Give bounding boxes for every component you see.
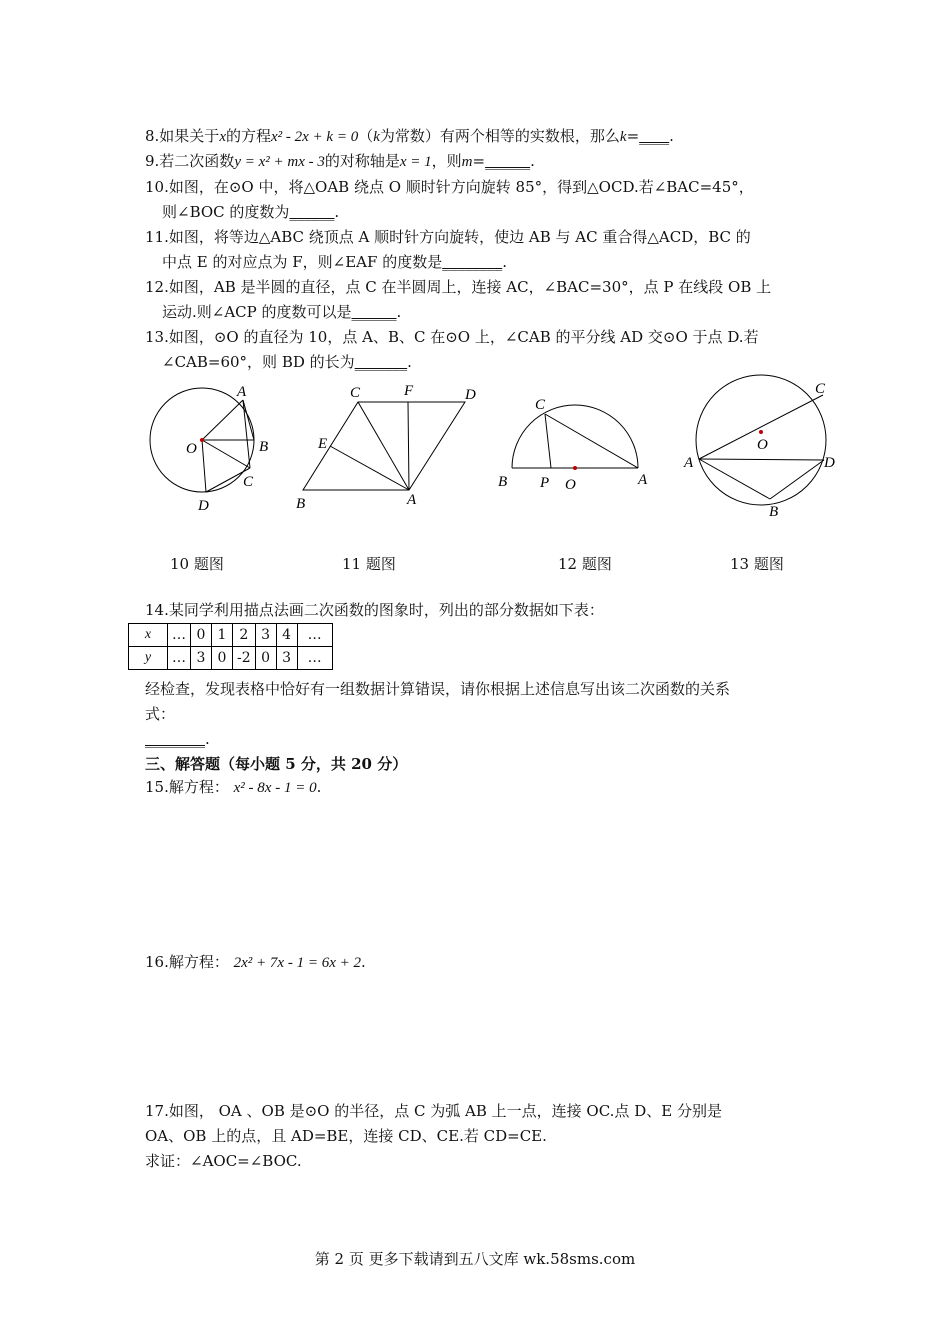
figure-13-caption: 13 题图 xyxy=(730,555,784,573)
answer-blank[interactable]: ____ xyxy=(639,127,670,145)
label-b: B xyxy=(769,504,779,520)
answer-blank[interactable]: ______ xyxy=(485,152,531,170)
equation: 2x² + 7x - 1 = 6x + 2 xyxy=(233,955,361,971)
answer-blank[interactable]: ________ xyxy=(442,253,503,271)
label-b: B xyxy=(296,496,306,512)
question-14-after1: 经检查，发现表格中恰好有一组数据计算错误，请你根据上述信息写出该二次函数的关系 xyxy=(145,680,731,698)
data-table xyxy=(128,623,333,670)
question-14-intro: 14.某同学利用描点法画二次函数的图象时，列出的部分数据如下表： xyxy=(145,601,604,619)
question-9: 9.若二次函数y = x² + mx - 3的对称轴是x = 1，则m=______. xyxy=(145,152,535,170)
label-c: C xyxy=(243,474,254,490)
question-11-line2: 中点 E 的对应点为 F，则∠EAF 的度数是________. xyxy=(162,253,507,271)
figure-12 xyxy=(495,390,665,500)
label-a: A xyxy=(407,492,417,508)
section-heading: 三、解答题（每小题 5 分，共 20 分） xyxy=(145,755,408,773)
question-10-line2: 则∠BOC 的度数为______. xyxy=(162,203,340,221)
table-row: x … 0 1 2 3 4 … xyxy=(129,624,333,647)
label-d: D xyxy=(198,498,209,514)
label-c: C xyxy=(815,381,826,397)
figure-11-caption: 11 题图 xyxy=(342,555,396,573)
answer-blank[interactable]: ________ xyxy=(145,730,205,748)
question-17-line3: 求证：∠AOC=∠BOC. xyxy=(145,1152,302,1170)
label-o: O xyxy=(565,477,576,493)
label-d: D xyxy=(824,455,835,471)
answer-blank[interactable]: ______ xyxy=(351,303,397,321)
answer-blank[interactable]: _______ xyxy=(354,353,408,371)
question-12-line2: 运动.则∠ACP 的度数可以是______. xyxy=(162,303,402,321)
question-17-line1: 17.如图， OA 、OB 是⊙O 的半径，点 C 为弧 AB 上一点，连接 OC.点 D、E 分别是 xyxy=(145,1102,722,1120)
figure-11 xyxy=(290,380,490,515)
label-c: C xyxy=(535,397,546,413)
figure-12-caption: 12 题图 xyxy=(558,555,612,573)
page-footer: 第 2 页 更多下载请到五八文库 wk.58sms.com xyxy=(314,1250,636,1268)
label-d: D xyxy=(465,387,476,403)
label-p: P xyxy=(540,475,550,491)
question-13-line2: ∠CAB=60°，则 BD 的长为_______. xyxy=(162,353,412,371)
question-10-line1: 10.如图，在⊙O 中，将△OAB 绕点 O 顺时针方向旋转 85°，得到△OCD.若∠BAC=45°， xyxy=(145,178,754,196)
figure-10 xyxy=(140,380,290,520)
figure-10-caption: 10 题图 xyxy=(170,555,224,573)
label-a: A xyxy=(684,455,694,471)
question-13-line1: 13.如图，⊙O 的直径为 10，点 A、B、C 在⊙O 上，∠CAB 的平分线 AD 交⊙O 于点 D.若 xyxy=(145,328,759,346)
center-dot xyxy=(200,438,204,442)
equation: x² - 2x + k = 0 xyxy=(271,129,359,145)
label-a: A xyxy=(638,472,648,488)
label-e: E xyxy=(318,436,328,452)
equation: x² - 8x - 1 = 0 xyxy=(233,780,317,796)
question-8: 8.如果关于x的方程x² - 2x + k = 0（k为常数）有两个相等的实数根，那么k=____. xyxy=(145,127,674,145)
equation: y = x² + mx - 3 xyxy=(234,154,325,170)
center-dot xyxy=(573,466,577,470)
question-12-line1: 12.如图，AB 是半圆的直径，点 C 在半圆周上，连接 AC，∠BAC=30°，点 P 在线段 OB 上 xyxy=(145,278,772,296)
label-c: C xyxy=(350,385,361,401)
question-14-answer: ________. xyxy=(145,730,210,748)
label-o: O xyxy=(757,437,768,453)
label-b: B xyxy=(259,439,269,455)
question-11-line1: 11.如图，将等边△ABC 绕顶点 A 顺时针方向旋转，使边 AB 与 AC 重合得△ACD，BC 的 xyxy=(145,228,751,246)
question-15: 15.解方程： x² - 8x - 1 = 0. xyxy=(145,778,322,796)
question-14-after2: 式： xyxy=(145,705,176,723)
label-a: A xyxy=(237,384,247,400)
answer-blank[interactable]: ______ xyxy=(289,203,335,221)
label-f: F xyxy=(404,383,414,399)
label-b: B xyxy=(498,474,508,490)
question-17-line2: OA、OB 上的点，且 AD=BE，连接 CD、CE.若 CD=CE. xyxy=(145,1127,547,1145)
table-row: y … 3 0 -2 0 3 … xyxy=(129,647,333,670)
question-16: 16.解方程： 2x² + 7x - 1 = 6x + 2. xyxy=(145,953,366,971)
figure-13 xyxy=(678,365,848,525)
center-dot xyxy=(759,430,763,434)
label-o: O xyxy=(186,441,197,457)
